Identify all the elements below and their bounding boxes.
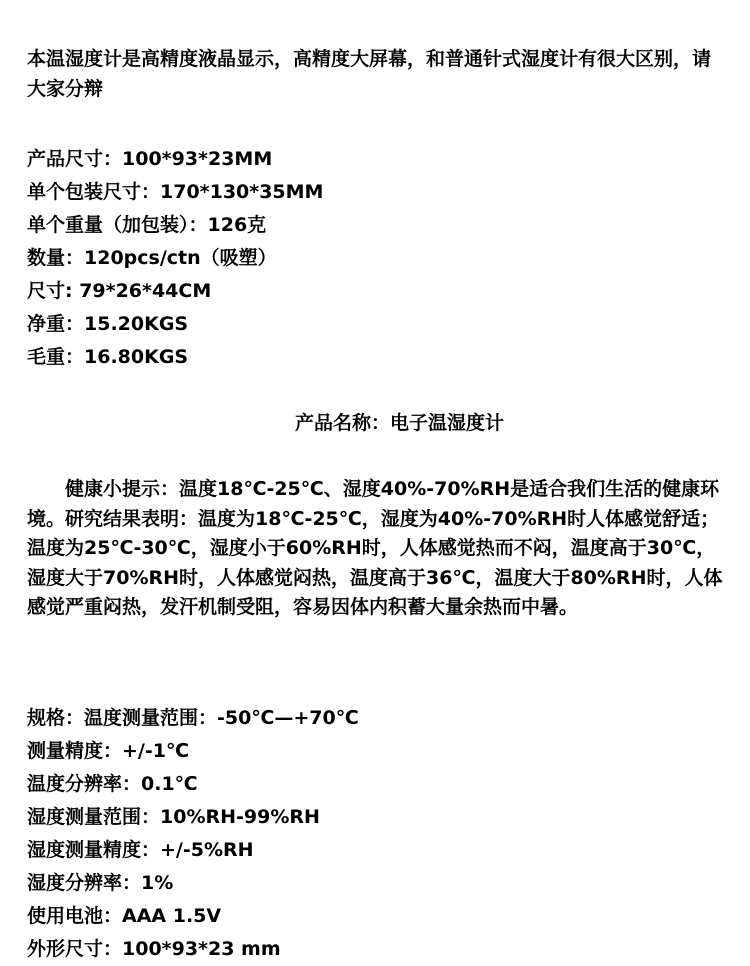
quantity-line: 数量：120pcs/ctn（吸塑） [27,247,277,269]
humidity-range-line: 湿度测量范围：10%RH-99%RH [27,806,320,828]
product-name-heading: 产品名称：电子温湿度计 [294,412,504,434]
intro-text: 本温湿度计是高精度液晶显示，高精度大屏幕，和普通针式湿度计有很大区别，请大家分辩 [27,48,712,100]
humidity-resolution-line: 湿度分辨率：1% [27,872,174,894]
net-weight-line: 净重：15.20KGS [27,313,189,335]
specifications-list [27,702,727,966]
temp-range-line: 规格：温度测量范围：-50℃—+70℃ [27,707,359,729]
temp-resolution-line: 温度分辨率：0.1℃ [27,773,198,795]
dimensions-line: 外形尺寸：100*93*23 mm [27,938,281,960]
health-tip-text: 健康小提示：温度18℃-25℃、湿度40%-70%RH是适合我们生活的健康环境。研究结果表明：温度为18℃-25℃，湿度为40%-70%RH时人体感觉舒适；温度为25℃-30℃，湿度小于60%RH时，人体感觉热而不闷，温度高于30℃，湿度大于70%RH时，人体感觉闷热，温度高于36℃，温度大于80%RH时，人体感觉严重闷热，发汗机制受阻，容易因体内积蓄大量余热而中暑。 [27,478,723,618]
battery-line: 使用电池：AAA 1.5V [27,905,222,927]
packaging-info [27,143,727,374]
carton-size-line: 尺寸: 79*26*44CM [27,280,212,302]
unit-weight-line: 单个重量（加包装）：126克 [27,214,267,236]
gross-weight-line: 毛重：16.80KGS [27,346,189,368]
intro-paragraph [27,45,727,104]
health-tip-paragraph [27,475,727,623]
product-size-line: 产品尺寸：100*93*23MM [27,148,273,170]
humidity-accuracy-line: 湿度测量精度：+/-5%RH [27,839,254,861]
accuracy-line: 测量精度：+/-1℃ [27,740,189,762]
package-size-line: 单个包装尺寸：170*130*35MM [27,181,324,203]
